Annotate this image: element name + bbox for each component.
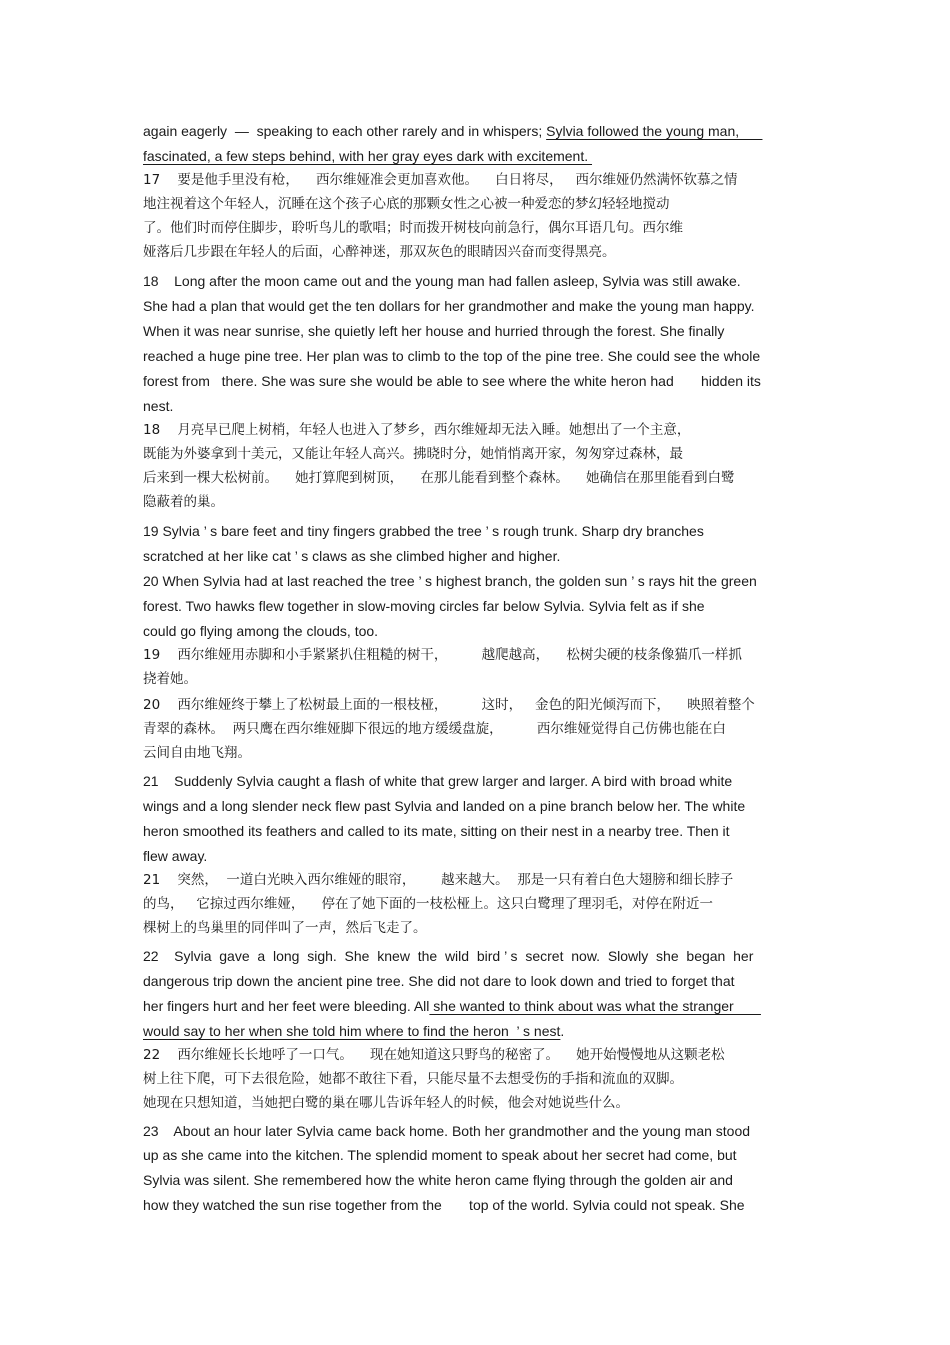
text-line: 她现在只想知道，当她把白鹭的巢在哪儿告诉年轻人的时候，他会对她说些什么。 xyxy=(143,1095,629,1111)
text-line: dangerous trip down the ancient pine tree. She did not dare to look down and tried to forget that xyxy=(143,973,735,989)
text-line: 21 突然， 一道白光映入西尔维娅的眼帘， 越来越大。 那是一只有着白色大翅膀和细长脖子 xyxy=(143,872,734,888)
text-line: 挠着她。 xyxy=(143,671,197,687)
text-line: 18 Long after the moon came out and the young man had fallen asleep, Sylvia was still awake. xyxy=(143,273,741,289)
text-line: When it was near sunrise, she quietly left her house and hurried through the forest. She finally xyxy=(143,323,725,339)
text-line: could go flying among the clouds, too. xyxy=(143,623,379,639)
text-line: nest. xyxy=(143,398,174,414)
text-line: up as she came into the kitchen. The splendid moment to speak about her secret had come, but xyxy=(143,1147,737,1163)
text-line: heron smoothed its feathers and called to its mate, sitting on their nest in a nearby tree. Then it xyxy=(143,823,730,839)
text-line: reached a huge pine tree. Her plan was to climb to the top of the pine tree. She could see the whole xyxy=(143,348,761,364)
text-line: 既能为外婆拿到十美元，又能让年轻人高兴。拂晓时分，她悄悄离开家，匆匆穿过森林，最 xyxy=(143,446,683,462)
text-line: 19 西尔维娅用赤脚和小手紧紧扒住粗糙的树干， 越爬越高， 松树尖硬的枝条像猫爪一样抓 xyxy=(143,647,742,663)
text-line: fascinated, a few steps behind, with her gray eyes dark with excitement. xyxy=(143,148,593,164)
text-line: 22 西尔维娅长长地呼了一口气。 现在她知道这只野鸟的秘密了。 她开始慢慢地从这颗老松 xyxy=(143,1047,725,1063)
text-line: wings and a long slender neck flew past Sylvia and landed on a pine branch below her. The white xyxy=(143,798,746,814)
text-line: forest. Two hawks flew together in slow-moving circles far below Sylvia. Sylvia felt as if she xyxy=(143,598,705,614)
text-line: would say to her when she told him where to find the heron ’ s nest. xyxy=(143,1023,565,1039)
text-line: 23 About an hour later Sylvia came back home. Both her grandmother and the young man stood xyxy=(143,1123,751,1139)
text-line: She had a plan that would get the ten dollars for her grandmother and make the young man happy. xyxy=(143,298,755,314)
text-line: 20 西尔维娅终于攀上了松树最上面的一根枝桠， 这时， 金色的阳光倾泻而下， 映照着整个 xyxy=(143,697,755,713)
text-line: 隐蔽着的巢。 xyxy=(143,494,224,510)
text-line: 棵树上的鸟巢里的同伴叫了一声，然后飞走了。 xyxy=(143,920,427,936)
text-line: 的鸟， 它掠过西尔维娅， 停在了她下面的一枝松桠上。这只白鹭理了理羽毛，对停在附近一 xyxy=(143,896,714,912)
text-line: 18 月亮早已爬上树梢，年轻人也进入了梦乡，西尔维娅却无法入睡。她想出了一个主意， xyxy=(143,422,691,438)
text-line: Sylvia was silent. She remembered how the white heron came flying through the golden air and xyxy=(143,1172,733,1188)
text-line: 22 Sylvia gave a long sigh. She knew the wild bird ’ s secret now. Slowly she began her xyxy=(143,948,754,964)
text-line: 19 Sylvia ’ s bare feet and tiny fingers grabbed the tree ’ s rough trunk. Sharp dry branches xyxy=(143,523,704,539)
text-line: flew away. xyxy=(143,848,208,864)
text-line: scratched at her like cat ’ s claws as she climbed higher and higher. xyxy=(143,548,561,564)
text-line: 青翠的森林。 两只鹰在西尔维娅脚下很远的地方缓缓盘旋， 西尔维娅觉得自己仿佛也能在白 xyxy=(143,721,726,737)
text-line: how they watched the sun rise together from the top of the world. Sylvia could not speak. She xyxy=(143,1197,745,1213)
text-line: 娅落后几步跟在年轻人的后面，心醉神迷，那双灰色的眼睛因兴奋而变得黑亮。 xyxy=(143,244,616,260)
text-line: 21 Suddenly Sylvia caught a flash of white that grew larger and larger. A bird with broad white xyxy=(143,773,733,789)
text-line: 地注视着这个年轻人，沉睡在这个孩子心底的那颗女性之心被一种爱恋的梦幻轻轻地搅动 xyxy=(143,196,670,212)
text-line: her fingers hurt and her feet were bleeding. All she wanted to think about was what the stranger xyxy=(143,998,761,1014)
text-line: again eagerly — speaking to each other rarely and in whispers; Sylvia followed the young man, xyxy=(143,123,763,139)
text-line: 20 When Sylvia had at last reached the tree ’ s highest branch, the golden sun ’ s rays hit the green xyxy=(143,573,757,589)
text-line: 17 要是他手里没有枪， 西尔维娅准会更加喜欢他。 白日将尽， 西尔维娅仍然满怀钦慕之情 xyxy=(143,172,738,188)
text-line: 树上往下爬，可下去很危险，她都不敢往下看，只能尽量不去想受伤的手指和流血的双脚。 xyxy=(143,1071,683,1087)
text-line: 了。他们时而停住脚步，聆听鸟儿的歌唱；时而拨开树枝向前急行，偶尔耳语几句。西尔维 xyxy=(143,220,683,236)
text-line: forest from there. She was sure she would be able to see where the white heron had hidden its xyxy=(143,373,761,389)
text-line: 后来到一棵大松树前。 她打算爬到树顶， 在那儿能看到整个森林。 她确信在那里能看到白鹭 xyxy=(143,470,735,486)
text-line: 云间自由地飞翔。 xyxy=(143,745,251,761)
